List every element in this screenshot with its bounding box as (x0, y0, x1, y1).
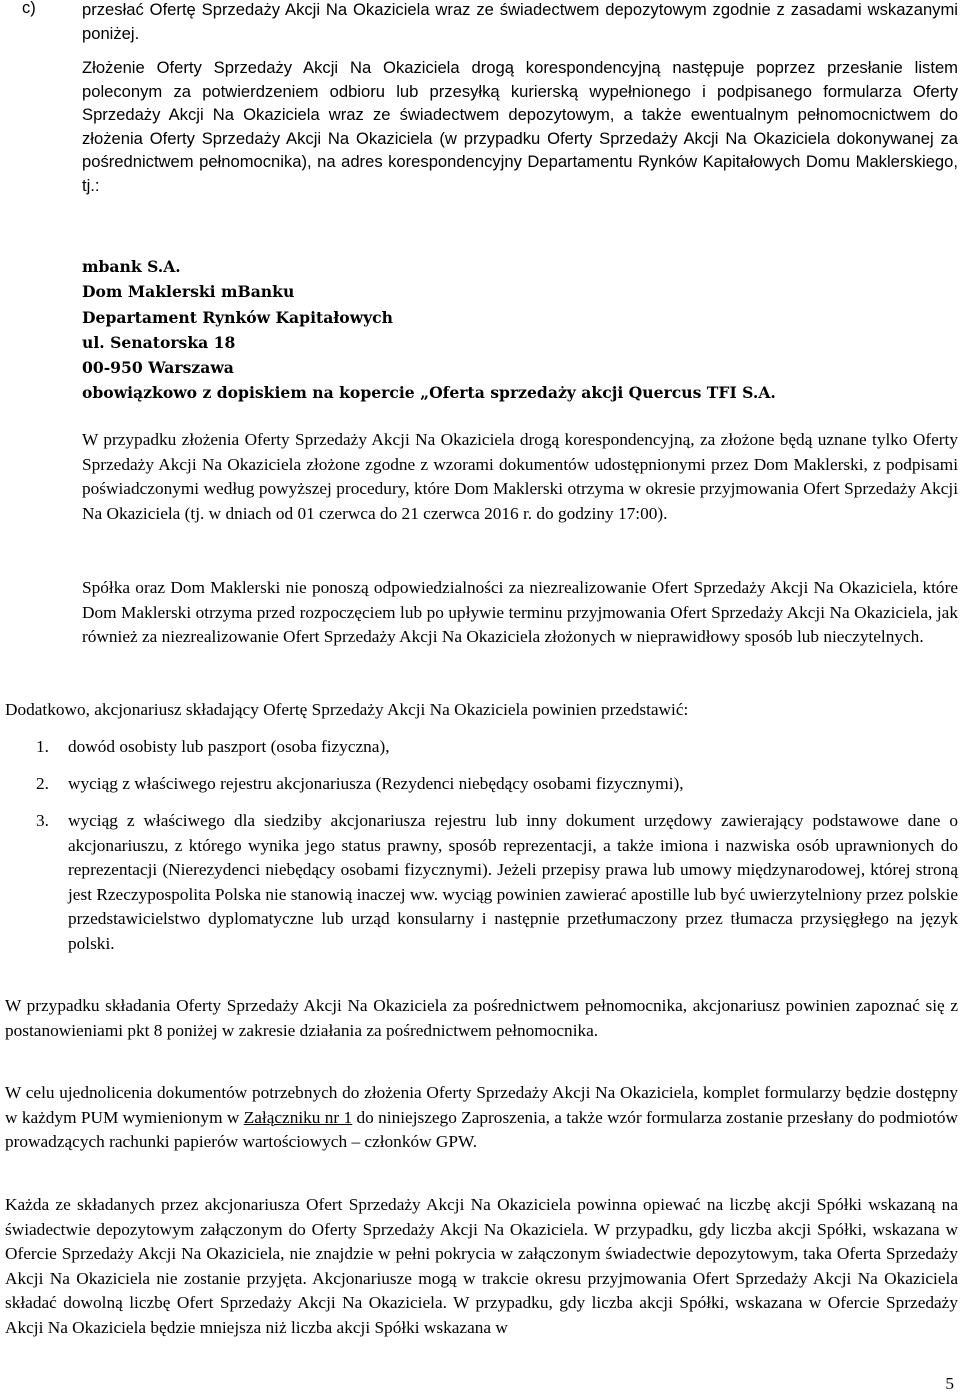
address-line-bank: mbank S.A. (82, 257, 181, 276)
address-block (82, 254, 958, 406)
list-number-1: 1. (36, 737, 49, 756)
list-item-2: wyciąg z właściwego rejestru akcjonariusza (Rezydenci niebędący osobami fizycznymi), (68, 774, 684, 793)
address-line-department: Departament Rynków Kapitałowych (82, 307, 394, 327)
address-line-street: ul. Senatorska 18 (82, 332, 236, 352)
address-line-brokerage: Dom Maklerski mBanku (82, 282, 295, 302)
paragraph-proxy: W przypadku składania Oferty Sprzedaży Akcji Na Okaziciela za pośrednictwem pełnomocnika, akcjonariusz powinien zapoznać się z postanowieniami pkt 8 poniżej w zakresie działania za pośrednictwem pełnomocnika. (5, 996, 958, 1040)
paragraph-each-offer: Każda ze składanych przez akcjonariusza Ofert Sprzedaży Akcji Na Okaziciela powinna opiewać na liczbę akcji Spółki wskazaną na świadectwie depozytowym załączonym do Oferty Sprzedaży Akcji Na Okaziciela. W przypadku, gdy liczba akcji Spółki, wskazana w Ofercie Sprzedaży Akcji Na Okaziciela, nie znajdzie w pełni pokrycia w załączonym świadectwie depozytowym, taka Oferta Sprzedaży Akcji Na Okaziciela nie zostanie przyjęta. Akcjonariusze mogą w trakcie okresu przyjmowania Ofert Sprzedaży Akcji Na Okaziciela składać dowolną liczbę Ofert Sprzedaży Akcji Na Okaziciela. W przypadku, gdy liczba akcji Spółki, wskazana w Ofercie Sprzedaży Akcji Na Okaziciela będzie mniejsza niż liczba akcji Spółki wskazana w (5, 1195, 958, 1337)
paragraph-liability: Spółka oraz Dom Maklerski nie ponoszą odpowiedzialności za niezrealizowanie Ofert Sprzedaży Akcji Na Okaziciela, które Dom Maklerski otrzyma przed rozpoczęciem lub po upływie terminu przyjmowania Ofert Sprzedaży Akcji Na Okaziciela, jak również za niezrealizowanie Ofert Sprzedaży Akcji Na Okaziciela złożonych w nieprawidłowy sposób lub nieczytelnych. (82, 578, 958, 646)
list-item-1: dowód osobisty lub paszport (osoba fizyczna), (68, 737, 390, 756)
list-item-3: wyciąg z właściwego dla siedziby akcjonariusza rejestru lub inny dokument urzędowy zawierający podstawowe dane o akcjonariuszu, z którego wynika jego status prawny, sposób reprezentacji, a także imiona i nazwiska osób uprawnionych do reprezentacji (Nierezydenci niebędący osobami fizycznymi). Jeżeli przepisy prawa lub umowy międzynarodowej, której stroną jest Rzeczypospolita Polska nie stanowią inaczej ww. wyciąg powinien zawierać apostille lub być uwierzytelniony przez polskie przedstawicielstwo dyplomatyczne lub urząd konsularny i następnie przetłumaczony przez tłumacza przysięgłego na język polski. (68, 811, 958, 953)
paragraph-forms (5, 1081, 958, 1155)
list-number-3: 3. (36, 811, 49, 830)
address-line-city: 00-950 Warszawa (82, 358, 234, 378)
paragraph-accepted-offers: W przypadku złożenia Oferty Sprzedaży Akcji Na Okaziciela drogą korespondencyjną, za złożone będą uznane tylko Oferty Sprzedaży Akcji Na Okaziciela złożone zgodne z wzorami dokumentów udostępnionymi przez Dom Maklerski, z podpisami poświadczonymi według powyższej procedury, które Dom Maklerski otrzyma w okresie przyjmowania Ofert Sprzedaży Akcji Na Okaziciela (tj. w dniach od 01 czerwca do 21 czerwca 2016 r. do godziny 17:00). (82, 430, 958, 523)
list-number-2: 2. (36, 774, 49, 793)
paragraph-additionally: Dodatkowo, akcjonariusz składający Ofertę Sprzedaży Akcji Na Okaziciela powinien przedstawić: (5, 700, 689, 719)
address-line-envelope-note: obowiązkowo z dopiskiem na kopercie „Oferta sprzedaży akcji Quercus TFI S.A. (82, 383, 776, 403)
paragraph-submission: Złożenie Oferty Sprzedaży Akcji Na Okaziciela drogą korespondencyjną następuje poprzez przesłanie listem poleconym za potwierdzeniem odbioru lub przesyłką kurierską wypełnionego i podpisanego formularza Oferty Sprzedaży Akcji Na Okaziciela wraz ze świadectwem depozytowym, a także ewentualnym pełnomocnictwem do złożenia Oferty Sprzedaży Akcji Na Okaziciela (w przypadku Oferty Sprzedaży Akcji Na Okaziciela dokonywanej za pośrednictwem pełnomocnika), na adres korespondencyjny Departamentu Rynków Kapitałowych Domu Maklerskiego, tj.: (82, 58, 958, 195)
list-item-c-label: c) (22, 0, 36, 17)
page-number: 5 (945, 1374, 954, 1393)
forms-text-after: do niniejszego Zaproszenia, a także wzór formularza zostanie przesłany do podmiotów prowadzących rachunki papierów wartościowych – członków GPW. (5, 1107, 958, 1151)
forms-text-before: W celu ujednolicenia dokumentów potrzebnych do złożenia Oferty Sprzedaży Akcji Na Okaziciela, komplet formularzy będzie dostępny w każdym PUM wymienionym w (5, 1083, 958, 1127)
attachment-1-link[interactable]: Załączniku nr 1 (243, 1107, 353, 1127)
list-item-c-text: przesłać Ofertę Sprzedaży Akcji Na Okaziciela wraz ze świadectwem depozytowym zgodnie z zasadami wskazanymi poniżej. (82, 0, 958, 43)
